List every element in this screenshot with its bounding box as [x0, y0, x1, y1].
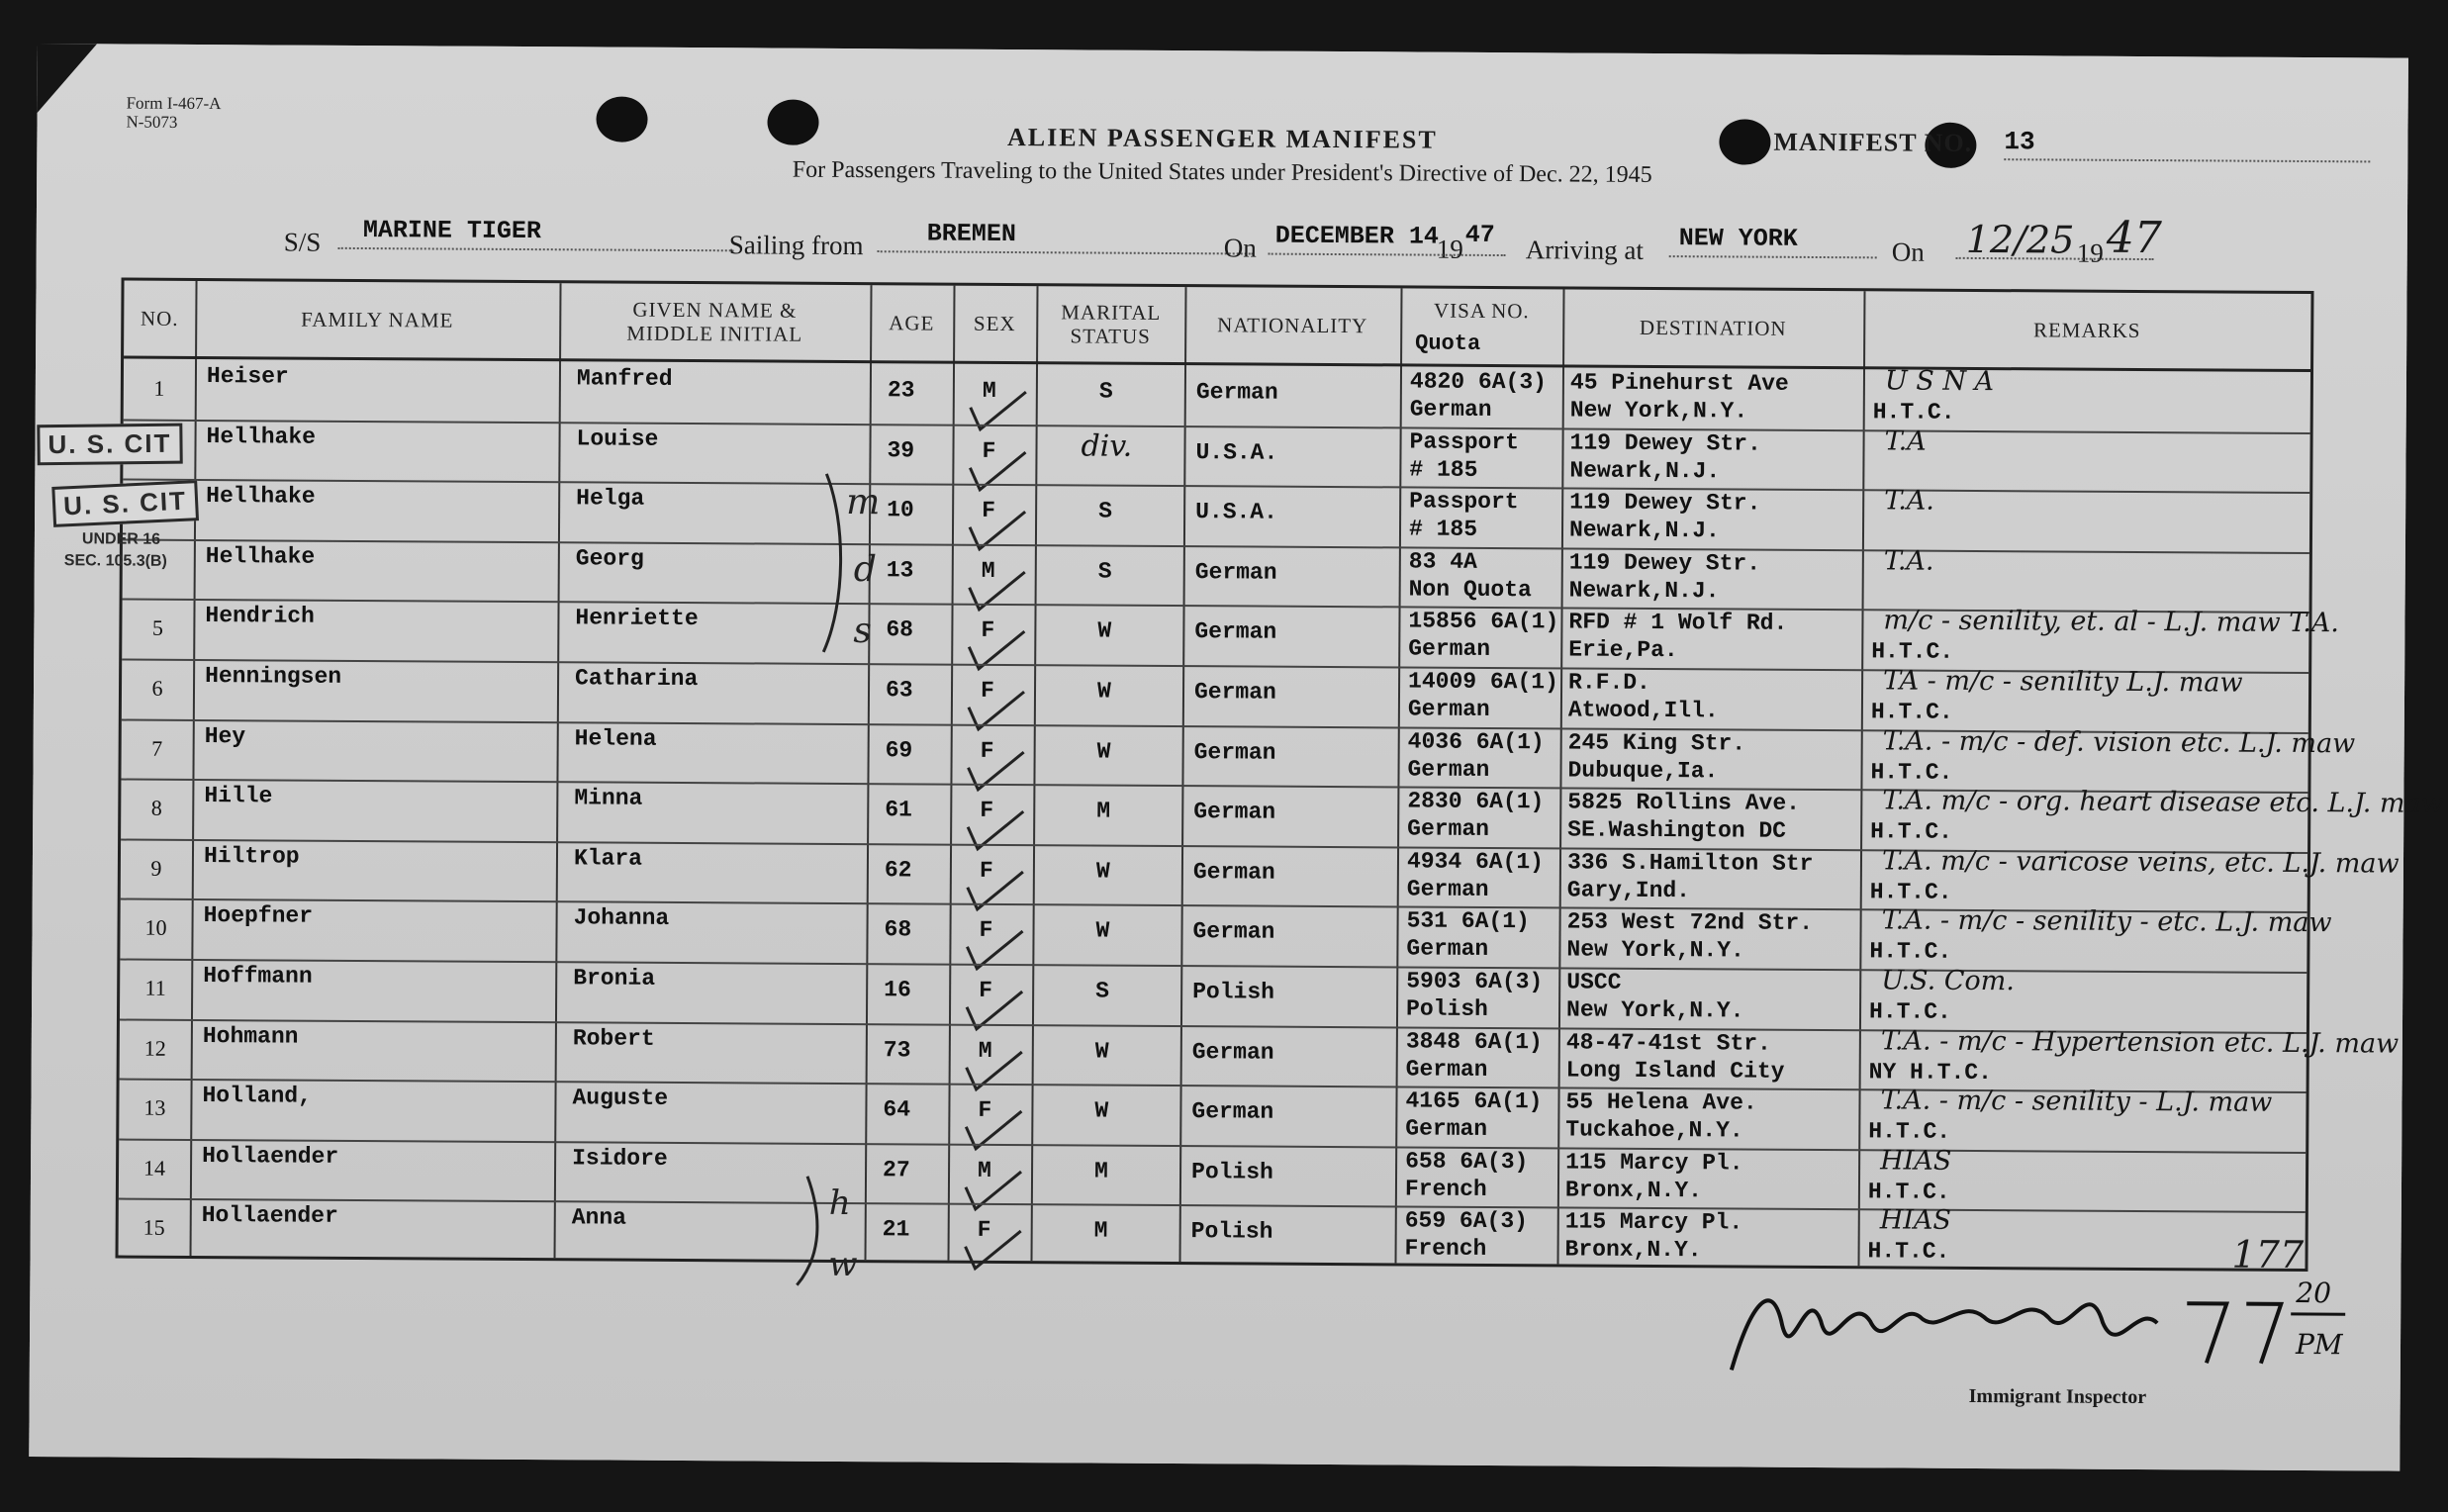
destination-city: Gary,Ind.	[1566, 877, 1691, 904]
destination-street: 115 Marcy Pl.	[1564, 1208, 1743, 1236]
family-name: Hellhake	[206, 423, 317, 450]
form-code: N-5073	[126, 112, 178, 132]
visa-quota: German	[1407, 696, 1490, 722]
visa-number: 2830 6A(1)	[1407, 788, 1545, 815]
marital-status: W	[1094, 1038, 1109, 1065]
departure-date: DECEMBER 14	[1274, 221, 1439, 251]
sex: F	[978, 1097, 992, 1124]
row-rule	[123, 479, 2309, 495]
family-name: Heiser	[206, 363, 289, 390]
given-name: Catharina	[575, 665, 699, 693]
nationality: German	[1192, 918, 1275, 946]
remarks-handwritten: TA - m/c - senility L.J. maw	[1883, 665, 2243, 699]
remarks-handwritten: T.A. - m/c - senility - etc. L.J. maw	[1881, 904, 2332, 939]
visa-number: 659 6A(3)	[1404, 1207, 1529, 1235]
given-name: Manfred	[576, 365, 673, 392]
nationality: U.S.A.	[1195, 499, 1278, 525]
sex: M	[982, 377, 996, 404]
dotted-line	[1669, 255, 1877, 258]
age: 68	[886, 616, 914, 643]
check-mark-icon	[963, 686, 1032, 735]
given-name: Bronia	[573, 965, 656, 992]
sex: F	[982, 437, 996, 464]
sex: F	[977, 1217, 991, 1244]
check-mark-icon	[965, 386, 1034, 435]
citizenship-stamp: U. S. CIT	[37, 424, 182, 466]
row-number: 1	[153, 375, 165, 401]
header-family-name: FAMILY NAME	[301, 307, 454, 332]
remarks-typed: H.T.C.	[1870, 699, 1953, 725]
marital-status: W	[1095, 858, 1110, 885]
family-name: Hohmann	[202, 1022, 299, 1050]
visa-quota: German	[1409, 396, 1492, 423]
check-mark-icon	[960, 1166, 1029, 1215]
age: 63	[885, 677, 913, 704]
visa-number: 15856 6A(1)	[1408, 608, 1559, 635]
family-name: Henningsen	[205, 663, 342, 690]
remarks-typed: NY H.T.C.	[1868, 1058, 1992, 1086]
sex: F	[980, 798, 994, 824]
column-divider	[1179, 287, 1187, 1262]
age: 61	[885, 797, 912, 823]
row-rule	[119, 1138, 2306, 1154]
row-rule	[123, 538, 2309, 554]
family-name: Hendrich	[205, 603, 315, 630]
visa-number: 4820 6A(3)	[1409, 368, 1548, 396]
row-rule	[119, 1198, 2306, 1214]
visa-number: Passport	[1409, 488, 1519, 516]
sex: M	[977, 1157, 991, 1183]
column-divider	[1857, 291, 1865, 1266]
marital-status: W	[1094, 1097, 1109, 1124]
check-mark-icon	[961, 1045, 1030, 1094]
row-number: 10	[144, 915, 167, 941]
remarks-typed: H.T.C.	[1872, 399, 1955, 425]
row-number: 11	[144, 975, 166, 1000]
check-mark-icon	[960, 1105, 1029, 1155]
arrive-on-label: On	[1891, 236, 1925, 267]
column-divider	[1394, 288, 1402, 1263]
given-name: Johanna	[573, 904, 670, 932]
check-mark-icon	[962, 866, 1031, 915]
given-name: Georg	[575, 545, 644, 572]
remarks-typed: H.T.C.	[1867, 1238, 1950, 1266]
marital-status: W	[1096, 678, 1111, 705]
check-mark-icon	[964, 506, 1033, 555]
header-no: NO.	[140, 306, 179, 331]
check-mark-icon	[964, 445, 1033, 495]
row-number: 7	[151, 735, 163, 761]
visa-quota: German	[1406, 876, 1489, 902]
marital-status: S	[1098, 378, 1113, 405]
destination-city: Dubuque,Ia.	[1567, 757, 1719, 784]
passenger-table	[116, 278, 2444, 1273]
visa-quota: Non Quota	[1408, 576, 1532, 604]
header-remarks: REMARKS	[2032, 318, 2141, 342]
sex: F	[982, 498, 996, 524]
visa-number: Passport	[1409, 428, 1520, 455]
remarks-typed: H.T.C.	[1867, 1179, 1950, 1205]
dotted-line	[1269, 253, 1506, 256]
depart-on-label: On	[1223, 233, 1257, 263]
family-name: Hellhake	[206, 483, 316, 510]
nationality: German	[1193, 679, 1276, 706]
visa-number: 531 6A(1)	[1406, 907, 1530, 935]
family-bracket-mark	[805, 464, 915, 663]
stamp-note: SEC. 105.3(B)	[63, 552, 167, 570]
visa-quota: German	[1405, 1115, 1488, 1143]
destination-street: 119 Dewey Str.	[1569, 489, 1761, 517]
visa-quota: French	[1404, 1235, 1487, 1263]
age: 21	[882, 1216, 910, 1243]
nationality: German	[1193, 799, 1276, 825]
remarks-typed: H.T.C.	[1868, 1118, 1951, 1146]
sex: F	[980, 737, 994, 764]
remarks-typed: H.T.C.	[1871, 638, 1954, 666]
remarks-typed: H.T.C.	[1868, 998, 1951, 1025]
remarks-typed: H.T.C.	[1870, 818, 1953, 846]
given-name: Minna	[574, 785, 643, 811]
destination-city: New York,N.Y.	[1565, 996, 1744, 1024]
visa-number: 4934 6A(1)	[1406, 848, 1545, 876]
destination-street: USCC	[1566, 969, 1622, 995]
sex: F	[981, 617, 995, 644]
dotted-line	[878, 250, 1254, 254]
family-name: Hiltrop	[203, 842, 300, 870]
svg-text:s: s	[853, 611, 872, 652]
sex: F	[979, 917, 993, 944]
given-name: Anna	[571, 1204, 627, 1232]
svg-text:20: 20	[2296, 1276, 2332, 1310]
nationality: Polish	[1190, 1218, 1273, 1246]
destination-street: 115 Marcy Pl.	[1565, 1149, 1743, 1177]
destination-street: 253 West 72nd Str.	[1566, 908, 1814, 937]
destination-city: SE.Washington DC	[1567, 816, 1787, 844]
document-title: ALIEN PASSENGER MANIFEST	[1006, 122, 1438, 154]
destination-street: 45 Pinehurst Ave	[1569, 369, 1789, 397]
remarks-handwritten: T.A. - m/c - Hypertension etc. L.J. maw	[1880, 1024, 2400, 1060]
family-name: Hoepfner	[203, 902, 314, 930]
remarks-handwritten: HIAS	[1879, 1204, 1952, 1237]
column-divider	[1556, 289, 1564, 1264]
given-name: Klara	[573, 845, 643, 872]
nationality: German	[1191, 1098, 1274, 1125]
sex: F	[979, 977, 993, 1003]
nationality: U.S.A.	[1195, 438, 1278, 466]
document-subtitle: For Passengers Traveling to the United States under President's Directive of Dec. 22, 1945	[792, 156, 1652, 188]
visa-number: 3848 6A(1)	[1405, 1028, 1543, 1055]
stamp-note: UNDER 16	[81, 530, 161, 548]
row-rule	[124, 419, 2310, 434]
check-mark-icon	[962, 745, 1031, 795]
destination-city: Erie,Pa.	[1568, 636, 1678, 664]
svg-text:m: m	[846, 482, 881, 523]
check-mark-icon	[959, 1225, 1028, 1275]
visa-quota: French	[1404, 1176, 1487, 1202]
visa-number: 658 6A(3)	[1405, 1148, 1529, 1176]
row-number: 5	[151, 615, 163, 641]
header-nationality: NATIONALITY	[1217, 313, 1368, 338]
check-mark-icon	[963, 625, 1032, 675]
check-mark-icon	[962, 805, 1031, 855]
row-number: 6	[151, 675, 163, 701]
age: 62	[884, 857, 912, 884]
marital-status: M	[1093, 1158, 1108, 1184]
given-name: Isidore	[572, 1145, 668, 1172]
marital-status: M	[1096, 798, 1111, 824]
row-number: 15	[142, 1215, 165, 1241]
given-name: Henriette	[575, 605, 699, 632]
remarks-typed: H.T.C.	[1869, 879, 1952, 905]
header-age: AGE	[889, 311, 935, 335]
arrival-port: NEW YORK	[1678, 224, 1798, 253]
marital-status: W	[1097, 617, 1112, 645]
visa-quota: Polish	[1405, 995, 1488, 1022]
destination-city: Newark,N.J.	[1568, 577, 1720, 605]
age: 73	[883, 1036, 911, 1064]
given-name: Auguste	[572, 1085, 669, 1112]
age: 69	[885, 736, 913, 764]
sex: M	[978, 1037, 992, 1064]
nationality: German	[1192, 858, 1275, 886]
arrival-year: 47	[2106, 212, 2162, 264]
destination-street: 5825 Rollins Ave.	[1567, 789, 1801, 817]
nationality: German	[1195, 379, 1278, 406]
svg-text:h: h	[828, 1182, 851, 1224]
sex: F	[979, 857, 993, 884]
nationality: German	[1194, 618, 1277, 646]
age: 13	[886, 557, 914, 584]
destination-city: Long Island City	[1565, 1057, 1785, 1085]
age: 68	[884, 916, 912, 943]
visa-number: 4165 6A(1)	[1405, 1087, 1543, 1115]
given-name: Helena	[574, 724, 657, 752]
departure-year: 47	[1464, 220, 1495, 250]
visa-number: 14009 6A(1)	[1408, 668, 1558, 696]
folded-corner	[38, 44, 97, 113]
remarks-handwritten: T.A	[1884, 425, 1927, 457]
sex: F	[980, 677, 994, 704]
row-number: 8	[150, 795, 162, 820]
marital-status: S	[1097, 558, 1112, 585]
age: 23	[887, 377, 915, 404]
family-name: Holland,	[202, 1083, 313, 1109]
inspector-signature	[1712, 1261, 2405, 1393]
dotted-line	[338, 247, 734, 251]
marital-status: W	[1095, 917, 1110, 945]
family-name: Hollaender	[202, 1142, 339, 1170]
sailing-from-label: Sailing from	[728, 230, 864, 261]
ship-label: S/S	[283, 227, 322, 257]
destination-street: RFD # 1 Wolf Rd.	[1568, 609, 1788, 637]
family-name: Hey	[204, 722, 246, 749]
destination-street: 55 Helena Ave.	[1565, 1088, 1757, 1116]
svg-text:d: d	[853, 549, 877, 591]
destination-city: Bronx,N.Y.	[1564, 1236, 1702, 1264]
manifest-sheet	[29, 44, 2444, 1471]
visa-quota: German	[1407, 815, 1490, 843]
given-name: Louise	[576, 425, 659, 452]
remarks-handwritten: U S N A	[1884, 365, 1995, 398]
destination-city: Bronx,N.Y.	[1564, 1177, 1703, 1204]
remarks-typed: H.T.C.	[1870, 758, 1953, 786]
column-divider	[865, 285, 873, 1260]
visa-quota: # 185	[1408, 516, 1478, 543]
check-mark-icon	[961, 925, 1030, 975]
remarks-handwritten: U.S. Com.	[1881, 965, 2016, 997]
citizenship-stamp: U. S. CIT	[51, 480, 199, 527]
remarks-handwritten: T.A.	[1884, 485, 1935, 517]
destination-city: Newark,N.J.	[1569, 457, 1721, 484]
inspector-label: Immigrant Inspector	[1968, 1384, 2147, 1409]
remarks-handwritten: T.A. - m/c - senility - L.J. maw	[1880, 1085, 2273, 1119]
form-id: Form I-467-A	[126, 93, 222, 114]
age: 39	[887, 436, 915, 464]
given-name: Helga	[576, 485, 645, 512]
age: 16	[884, 977, 911, 1003]
page-count-mark: 177	[2231, 1232, 2305, 1277]
remarks-handwritten: T.A. - m/c - def. vision etc. L.J. maw	[1882, 724, 2356, 759]
header-visa: VISA NO.	[1433, 298, 1530, 324]
destination-street: 336 S.Hamilton Str	[1566, 849, 1814, 877]
destination-street: 245 King Str.	[1567, 729, 1746, 757]
family-name: Hellhake	[205, 542, 316, 570]
nationality: German	[1193, 738, 1276, 766]
destination-city: New York,N.Y.	[1566, 936, 1744, 964]
age: 27	[882, 1157, 910, 1183]
destination-city: Newark,N.J.	[1568, 517, 1720, 544]
svg-text:PM: PM	[2295, 1327, 2343, 1362]
destination-city: New York,N.Y.	[1569, 397, 1748, 425]
family-name: Hoffmann	[203, 963, 313, 990]
header-destination: DESTINATION	[1639, 315, 1787, 340]
visa-number: 4036 6A(1)	[1407, 728, 1545, 755]
visa-quota: German	[1405, 1056, 1488, 1083]
visa-quota: # 185	[1409, 456, 1478, 483]
remarks-handwritten: T.A. m/c - org. heart disease etc. L.J. maw	[1882, 785, 2444, 820]
marital-status: div.	[1081, 428, 1133, 464]
nationality: Polish	[1192, 979, 1275, 1005]
age: 10	[887, 497, 914, 523]
remarks-handwritten: T.A.	[1883, 545, 1934, 577]
row-number: 12	[143, 1035, 166, 1061]
svg-text:w: w	[828, 1244, 858, 1285]
arrival-date: 12/25	[1965, 217, 2075, 262]
remarks-handwritten: T.A. m/c - varicose veins, etc. L.J. maw	[1881, 845, 2400, 880]
depart-year-prefix: 19	[1436, 234, 1463, 264]
family-name: Hollaender	[201, 1202, 338, 1230]
nationality: Polish	[1190, 1158, 1273, 1185]
visa-quota: German	[1406, 935, 1489, 963]
ship-name: MARINE TIGER	[362, 216, 541, 246]
visa-quota: German	[1407, 756, 1490, 783]
remarks-typed: H.T.C.	[1869, 938, 1952, 966]
row-number: 13	[143, 1094, 166, 1120]
header-given-name: GIVEN NAME & MIDDLE INITIAL	[626, 297, 803, 346]
visa-number: 83 4A	[1408, 548, 1477, 575]
marital-status: M	[1093, 1217, 1108, 1245]
marital-status: S	[1095, 978, 1110, 1004]
arriving-label: Arriving at	[1525, 235, 1645, 265]
family-name: Hille	[204, 783, 273, 809]
row-number: 14	[142, 1155, 166, 1181]
visa-quota: German	[1408, 635, 1491, 663]
nationality: German	[1194, 558, 1277, 586]
check-mark-icon	[961, 986, 1030, 1035]
header-marital-status: MARITAL STATUS	[1061, 300, 1162, 348]
sex: M	[981, 557, 995, 584]
departure-port: BREMEN	[926, 219, 1016, 249]
family-bracket-mark	[777, 1167, 887, 1296]
age: 64	[883, 1096, 911, 1123]
destination-street: 119 Dewey Str.	[1569, 429, 1761, 457]
manifest-number: 13	[2004, 127, 2035, 157]
marital-status: W	[1096, 738, 1111, 765]
destination-street: 48-47-41st Str.	[1565, 1029, 1771, 1057]
visa-number: 5903 6A(3)	[1406, 968, 1544, 995]
check-mark-icon	[963, 566, 1032, 615]
header-visa-quota: Quota	[1415, 331, 1481, 356]
column-divider	[554, 283, 562, 1258]
given-name: Robert	[572, 1024, 655, 1052]
arrive-year-prefix: 19	[2076, 237, 2104, 268]
column-divider	[948, 286, 956, 1261]
header-sex: SEX	[973, 311, 1016, 336]
manifest-number-label: MANIFEST NO.	[1773, 127, 1973, 157]
destination-city: Atwood,Ill.	[1567, 697, 1719, 724]
row-number: 9	[150, 855, 162, 881]
column-divider	[190, 281, 198, 1256]
nationality: German	[1191, 1038, 1274, 1066]
destination-street: R.F.D.	[1568, 669, 1650, 696]
remarks-handwritten: HIAS	[1880, 1145, 1952, 1177]
marital-status: S	[1098, 498, 1113, 524]
destination-city: Tuckahoe,N.Y.	[1565, 1116, 1743, 1144]
destination-street: 119 Dewey Str.	[1568, 549, 1761, 577]
remarks-handwritten: m/c - senility, et. al - L.J. maw T.A.	[1883, 605, 2339, 639]
